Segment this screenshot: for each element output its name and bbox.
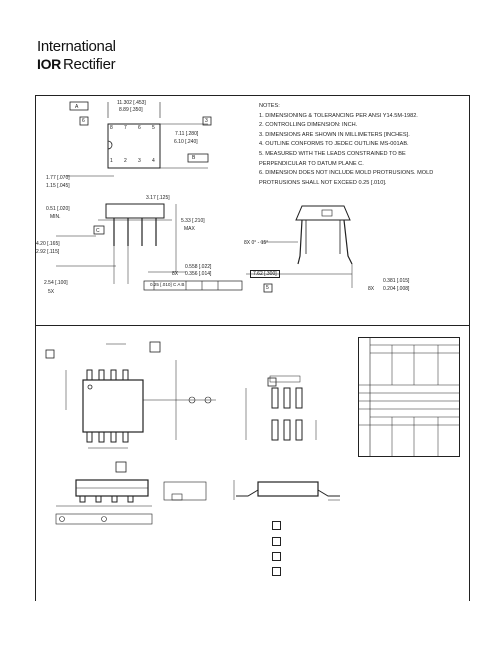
dim-span: 3.17 [.125] [146,195,170,201]
dim-pitch-1: 1.77 [.070] [46,175,70,181]
pin-number: 2 [124,158,127,164]
dim-lead-width-count: 8X [172,271,179,277]
company-logo-text: International [37,38,116,55]
reference-box [272,537,281,546]
logo-rectifier-text: Rectifier [63,56,116,73]
dim-lead-width: 0.558 [.022] [185,264,212,270]
reference-box [272,567,281,576]
pin-number: 7 [124,125,127,131]
note-item: PROTRUSIONS SHALL NOT EXCEED 0.25 [.010]. [259,179,387,186]
dim-seat: 0.51 [.020] [46,206,70,212]
dimension-table [358,337,460,457]
reference-box [272,552,281,561]
dim-pitch: 2.54 [.100] [44,280,68,286]
dim-angle: 8X 0° - 15° [244,240,269,246]
note-item: 3. DIMENSIONS ARE SHOWN IN MILLIMETERS [INCHES]. [259,131,410,138]
pin-number: 1 [110,158,113,164]
pin-number: 6 [138,125,141,131]
notes-title: NOTES: [259,103,280,109]
dim-body-width-2: 6.10 [.240] [174,139,198,145]
dim-row-spacing: 7.62 [.300] [250,270,280,278]
dim-length: 11.302 [.453] [117,100,146,106]
datum-c-label: C [96,228,100,234]
note-item: 4. OUTLINE CONFORMS TO JEDEC OUTLINE MS-001AB. [259,141,409,148]
dim-lead-width-2: 0.356 [.014] [185,271,212,277]
dim-pitch-2: 1.15 [.045] [46,183,70,189]
dim-thickness-count: 8X [368,286,375,292]
pin-number: 4 [152,158,155,164]
dim-lead-2: 2.92 [.115] [36,249,60,255]
note-item: PERPENDICULAR TO DATUM PLANE C. [259,160,364,167]
ref-3-label: 3 [205,118,208,124]
ref-6-label: 6 [82,118,85,124]
pin-number: 5 [152,125,155,131]
dim-height: 5.33 [.210] [181,218,205,224]
dim-length-2: 8.89 [.350] [119,107,143,113]
dim-lead: 4.20 [.165] [36,241,60,247]
section-divider [35,325,469,326]
note-item: 1. DIMENSIONING & TOLERANCING PER ANSI Y14.5M-1982. [259,112,418,119]
dim-pitch-count: 5X [48,289,55,295]
dim-thickness: 0.381 [.015] [383,278,410,284]
reference-box [272,521,281,530]
ior-logo-mark: IOR [37,56,61,72]
notes-block [259,102,433,188]
company-logo [37,56,115,73]
datum-a-label: A [75,104,79,110]
pin-number: 8 [110,125,113,131]
tolerance-frame: 0.25 [.010] C A B [150,282,185,287]
so8-package-drawing [36,330,356,590]
dim-seat-min: MIN. [50,214,61,220]
dim-height-max: MAX [184,226,195,232]
pin-number: 3 [138,158,141,164]
dim-thickness-2: 0.204 [.008] [383,286,410,292]
note-item: 6. DIMENSION DOES NOT INCLUDE MOLD PROTRUSIONS. MOLD [259,170,434,177]
datum-b-label: B [192,155,196,161]
note-item: 2. CONTROLLING DIMENSION: INCH. [259,122,358,129]
note-item: 5. MEASURED WITH THE LEADS CONSTRAINED TO BE [259,150,406,157]
dim-body-width: 7.11 [.280] [175,131,199,137]
ref-5-label: 5 [266,285,269,291]
